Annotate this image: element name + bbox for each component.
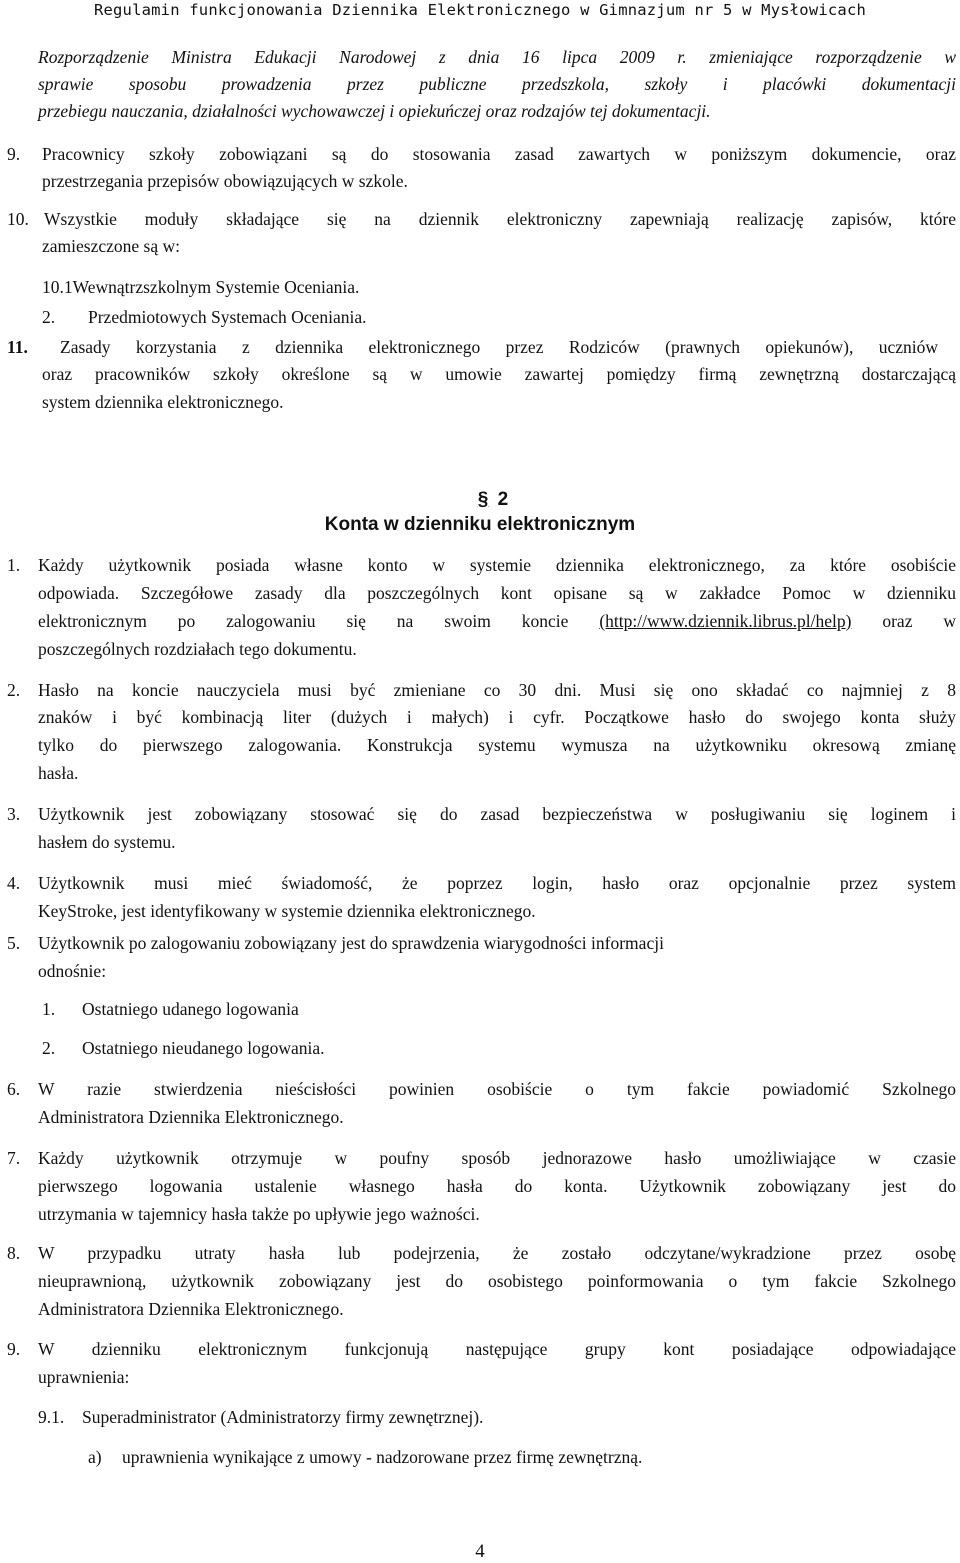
sub-item-number: 10.1 (42, 277, 73, 297)
item-text: Pracownicy szkoły zobowiązani są do stosowania zasad zawartych w poniższym dokumencie, oraz (42, 144, 956, 164)
item-text: Administratora Dziennika Elektronicznego. (38, 1107, 344, 1127)
item-text: nieuprawnioną, użytkownik zobowiązany jest do osobistego poinformowania o tym fakcie Szkolnego (38, 1271, 956, 1291)
item-text: odnośnie: (38, 961, 107, 981)
item-number: 2. (7, 680, 21, 700)
item-number: 8. (7, 1243, 21, 1263)
section-title: Konta w dzienniku elektronicznym (324, 514, 636, 535)
item-text: Każdy użytkownik posiada własne konto w systemie dziennika elektronicznego, za które osobiście (38, 555, 956, 575)
item-text: znaków i być kombinacją liter (dużych i małych) i cyfr. Początkowe hasło do swojego konta służy (38, 707, 956, 727)
item-text: W razie stwierdzenia nieścisłości powinien osobiście o tym fakcie powiadomić Szkolnego (38, 1079, 956, 1099)
item-number: 5. (7, 933, 21, 953)
item-text: oraz pracowników szkoły określone są w umowie zawartej pomiędzy firmą zewnętrzną dostarczającą (42, 364, 956, 384)
intro-line-1: Rozporządzenie Ministra Edukacji Narodowej z dnia 16 lipca 2009 r. zmieniające rozporządzenie w (38, 47, 956, 67)
item-text: Użytkownik jest zobowiązany stosować się do zasad bezpieczeństwa w posługiwaniu się loginem i (38, 804, 956, 824)
sub-item-text: Przedmiotowych Systemach Oceniania. (88, 307, 367, 327)
sub-item-text: Ostatniego nieudanego logowania. (82, 1038, 325, 1058)
item-text: hasłem do systemu. (38, 832, 176, 852)
page-number: 4 (475, 1541, 485, 1562)
item-text: hasła. (38, 763, 79, 783)
item-text: tylko do pierwszego zalogowania. Konstrukcja systemu wymusza na użytkowniku okresową zmianę (38, 735, 956, 755)
item-text-with-link (38, 611, 956, 631)
sub-item-text: Ostatniego udanego logowania (82, 999, 299, 1019)
sub-item-number: 2. (42, 1038, 56, 1058)
item-text: W dzienniku elektronicznym funkcjonują następujące grupy kont posiadające odpowiadające (38, 1339, 956, 1359)
item-text: zamieszczone są w: (42, 236, 180, 256)
item-text: Zasady korzystania z dziennika elektronicznego przez Rodziców (prawnych opiekunów), uczniów (60, 337, 938, 357)
item-text: uprawnienia: (38, 1367, 130, 1387)
sub-item-number: 2. (42, 307, 56, 327)
item-number: 4. (7, 873, 21, 893)
intro-line-3: przebiegu nauczania, działalności wychowawczej i opiekuńczej oraz rodzajów tej dokumentacji. (38, 101, 711, 121)
item-text: pierwszego logowania ustalenie własnego hasła do konta. Użytkownik zobowiązany jest do (38, 1176, 956, 1196)
intro-line-2: sprawie sposobu prowadzenia przez publiczne przedszkola, szkoły i placówki dokumentacji (38, 74, 956, 94)
sub-item-text: Wewnątrzszkolnym Systemie Oceniania. (72, 277, 360, 297)
item-number: 10. (7, 209, 29, 229)
section-mark: § (477, 489, 489, 510)
sub-sub-item-number: a) (88, 1447, 102, 1467)
item-text: system dziennika elektronicznego. (42, 392, 284, 412)
item-number: 9. (7, 1339, 21, 1359)
item-text: Użytkownik po zalogowaniu zobowiązany jest do sprawdzenia wiarygodności informacji (38, 933, 664, 953)
item-number: 9. (7, 144, 21, 164)
item-text: Wszystkie moduły składające się na dziennik elektroniczny zapewniają realizację zapisów, które (44, 209, 956, 229)
section-number-text: 2 (497, 489, 509, 510)
item-text: Użytkownik musi mieć świadomość, że poprzez login, hasło oraz opcjonalnie przez system (38, 873, 956, 893)
item-text: elektronicznym po zalogowaniu się na swoim koncie (38, 611, 569, 631)
item-number: 11. (7, 337, 28, 357)
item-number: 3. (7, 804, 21, 824)
sub-item (42, 277, 359, 297)
item-text: Administratora Dziennika Elektronicznego. (38, 1299, 344, 1319)
sub-item-text: Superadministrator (Administratorzy firmy zewnętrznej). (82, 1407, 484, 1427)
item-text: utrzymania w tajemnicy hasła także po upływie jego ważności. (38, 1204, 480, 1224)
sub-item-number: 1. (42, 999, 56, 1019)
item-text: KeyStroke, jest identyfikowany w systemie dziennika elektronicznego. (38, 901, 536, 921)
item-text: Hasło na koncie nauczyciela musi być zmieniane co 30 dni. Musi się ono składać co najmniej z 8 (38, 680, 956, 700)
item-text: poszczególnych rozdziałach tego dokumentu. (38, 639, 357, 659)
running-header: Regulamin funkcjonowania Dziennika Elektronicznego w Gimnazjum nr 5 w Mysłowicach (93, 1, 867, 19)
sub-sub-item-text: uprawnienia wynikające z umowy - nadzorowane przez firmę zewnętrzną. (122, 1447, 643, 1467)
item-text: W przypadku utraty hasła lub podejrzenia, że zostało odczytane/wykradzione przez osobę (38, 1243, 956, 1263)
section-number (0, 489, 960, 511)
item-number: 7. (7, 1148, 21, 1168)
item-text: oraz w (882, 611, 956, 631)
item-text: przestrzegania przepisów obowiązujących w szkole. (42, 171, 408, 191)
item-text: Każdy użytkownik otrzymuje w poufny sposób jednorazowe hasło umożliwiające w czasie (38, 1148, 956, 1168)
item-text: odpowiada. Szczegółowe zasady dla poszczególnych kont opisane są w zakładce Pomoc w dzienniku (38, 583, 956, 603)
help-link[interactable]: (http://www.dziennik.librus.pl/help) (599, 611, 852, 631)
item-number: 1. (7, 555, 21, 575)
sub-item-number: 9.1. (38, 1407, 65, 1427)
item-number: 6. (7, 1079, 21, 1099)
